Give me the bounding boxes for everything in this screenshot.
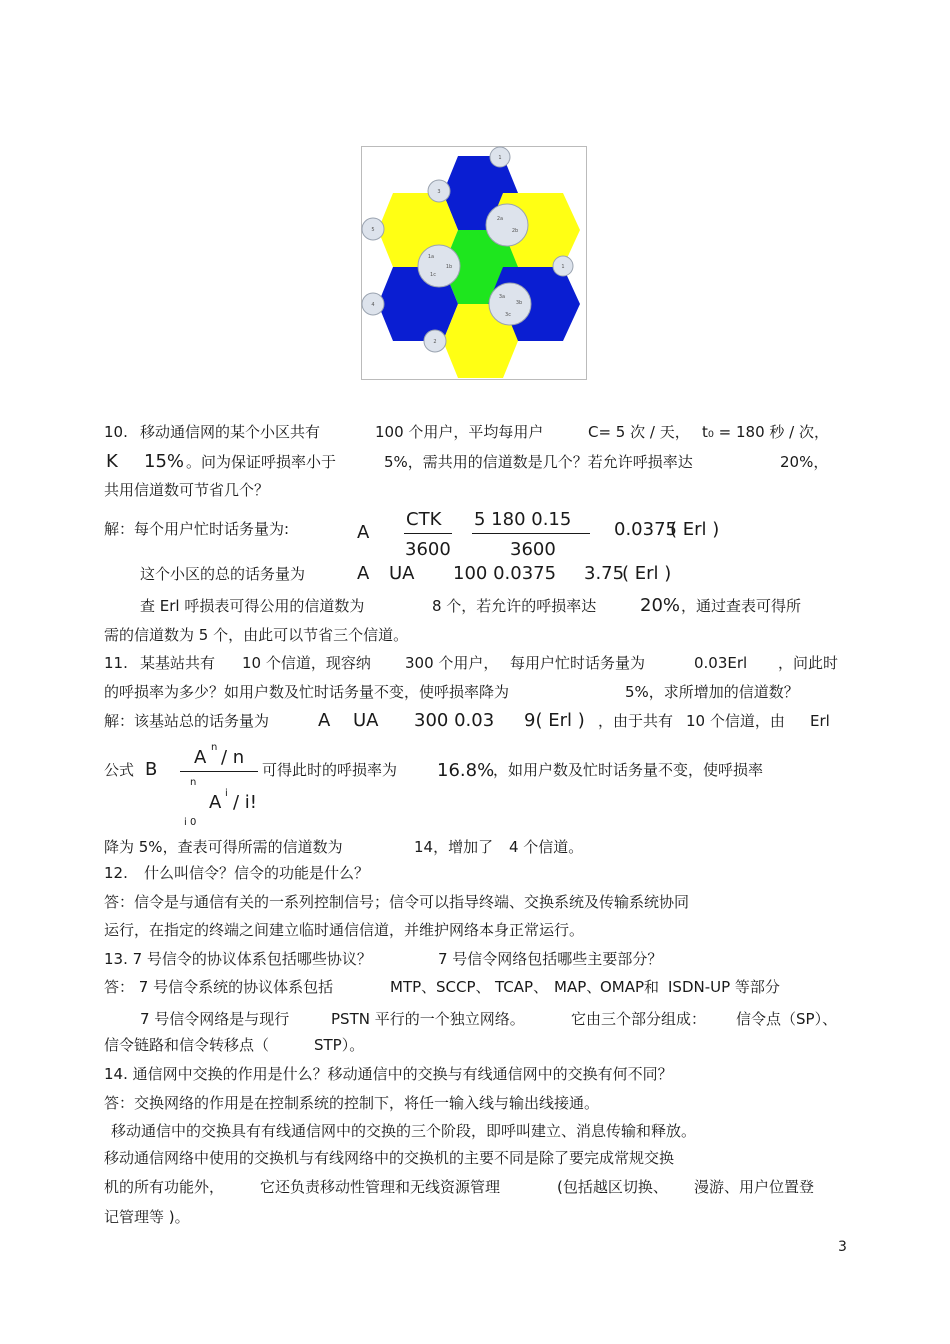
protocol-item: ISDN-UP 等部分 [668,978,780,996]
q11-rate: 16.8% [437,760,495,781]
q11-formula-lead: 公式 [104,761,135,779]
q11-text: 可得此时的呼损率为 [262,761,398,779]
q13-answer: STP）。 [314,1036,365,1054]
sum-lower: i 0 [184,817,197,828]
circle-label: 1a [427,254,435,260]
circle-label: 3c [505,312,511,318]
circle-label: 3 [437,189,441,195]
q14-answer: 移动通信网络中使用的交换机与有线网络中的交换机的主要不同是除了要完成常规交换 [104,1149,675,1167]
q10-K-value: 15% [144,451,185,472]
q12-question: 什么叫信令？信令的功能是什么？ [144,864,370,882]
q10-text: 共用信道数可节省几个？ [104,481,270,499]
circle-label: 1c [430,272,436,278]
q10-text: C= 5 次 / 天， [588,423,690,441]
formula-result: 0.0375 [614,519,677,540]
formula-den: 3600 [405,539,451,560]
q14-question: 14. 通信网中交换的作用是什么？移动通信中的交换与有线通信网中的交换有何不同？ [104,1065,673,1083]
protocol-item: OMAP和 [600,978,660,996]
q11-text: ，如用户数及忙时话务量不变，使呼损率 [493,761,764,779]
protocol-item: SCCP、 [436,978,491,996]
q13-answer: PSTN 平行的一个独立网络。 [331,1010,525,1028]
protocol-item: TCAP、 [495,978,549,996]
q13-question: 7 号信令网络包括哪些主要部分？ [438,950,663,968]
q13-answer: 信令链路和信令转移点（ [104,1036,270,1054]
erlang-B: B [145,759,158,780]
cell-cluster-figure [361,146,587,380]
circle-label: 3b [515,300,523,306]
q11-text: 0.03Erl [694,654,748,672]
q12-answer: 答：信令是与通信有关的一系列控制信号；信令可以指导终端、交换系统及传输系统协同 [104,893,690,911]
q10-number: 10. [104,423,128,441]
q10-text: 20%， [780,453,829,471]
q11-text: 10 个信道，现容纳 [242,654,371,672]
formula-part: UA [389,563,415,584]
formula-part: UA [353,710,379,731]
q14-answer: 它还负责移动性管理和无线资源管理 [260,1178,501,1196]
q13-question: 13. 7 号信令的协议体系包括哪些协议？ [104,950,372,968]
formula-part: 300 0.03 [414,710,495,731]
q11-text: 每用户忙时话务量为 [510,654,646,672]
q10-text: 100 个用户，平均每用户 [375,423,544,441]
q10-text: 。问为保证呼损率小于 [186,453,337,471]
formula-ctk: CTK [406,509,442,530]
fraction-bar [180,771,258,772]
q13-answer: 7 号信令网络是与现行 [140,1010,290,1028]
circle-label: 2 [433,339,437,345]
q13-answer: 信令点（SP）、 [736,1010,838,1028]
q10-text: 需的信道数为 5 个，由此可以节省三个信道。 [104,626,409,644]
erlang-den-tail: / i! [233,792,258,813]
q11-text: 降为 5%，查表可得所需的信道数为 [104,838,343,856]
fraction-bar [472,533,590,534]
circle-label: 1 [561,264,565,270]
circle-label: 2a [496,216,504,222]
erlang-den-sup: i [225,788,228,799]
q11-text: 4 个信道。 [509,838,584,856]
q11-text: 10 个信道，由 [686,712,785,730]
formula-A: A [357,522,370,543]
page-number: 3 [838,1239,847,1255]
formula-part: A [357,563,370,584]
formula-num: 5 180 0.15 [474,509,572,530]
q14-answer: 记管理等 )。 [104,1208,190,1226]
fraction-bar [404,533,452,534]
formula-part: 3.75 [584,563,625,584]
q10-rate: 20% [640,595,681,616]
circle-label: 1b [445,264,453,270]
circle-label: 1 [498,155,502,161]
q10-text: 8 个，若允许的呼损率达 [432,597,597,615]
erlang-num: A [194,747,207,768]
q11-text: 的呼损率为多少？如用户数及忙时话务量不变，使呼损率降为 [104,683,510,701]
q10-text: 5%，需共用的信道数是几个？若允许呼损率达 [384,453,693,471]
formula-part: ( Erl ) [622,563,672,584]
q11-text: Erl [810,712,830,730]
q11-solution-lead: 解：该基站总的话务量为 [104,712,270,730]
q10-text: 移动通信网的某个小区共有 [140,423,321,441]
q12-number: 12. [104,864,128,882]
circle-label: 5 [371,227,375,233]
formula-part: A [318,710,331,731]
q10-solution-lead: 解：每个用户忙时话务量为: [104,520,290,538]
q13-answer: 答： 7 号信令系统的协议体系包括 [104,978,334,996]
q10-text: 查 Erl 呼损表可得公用的信道数为 [140,597,365,615]
circle-label: 2b [511,228,519,234]
q10-total-lead: 这个小区的总的话务量为 [140,565,306,583]
formula-unit: ( Erl ) [670,519,720,540]
q12-answer: 运行，在指定的终端之间建立临时通信信道，并维护网络本身正常运行。 [104,921,585,939]
q11-text: 300 个用户， [405,654,499,672]
q14-answer: (包括越区切换、 [557,1178,668,1196]
protocol-item: MAP、 [554,978,602,996]
q13-answer: 它由三个部分组成： [571,1010,707,1028]
formula-part: 9( Erl ) [524,710,585,731]
q11-text: 某基站共有 [140,654,216,672]
q14-answer: 漫游、用户位置登 [694,1178,815,1196]
q11-text: ，由于共有 [598,712,674,730]
q10-text: ，通过查表可得所 [681,597,802,615]
q11-text: ，问此时 [778,654,839,672]
q14-answer: 机的所有功能外， [104,1178,225,1196]
q11-text: 5%，求所增加的信道数？ [625,683,799,701]
q14-answer: 答：交换网络的作用是在控制系统的控制下，将任一输入线与输出线接通。 [104,1094,600,1112]
formula-part: 100 0.0375 [453,563,557,584]
q11-number: 11. [104,654,128,672]
protocol-item: MTP、 [390,978,437,996]
erlang-den: A [209,792,222,813]
erlang-num-sup: n [211,742,218,753]
sum-upper: n [190,777,197,788]
q10-K: K [106,451,118,472]
circle-label: 3a [498,294,506,300]
circle-label: 4 [371,302,375,308]
q10-text: t₀ = 180 秒 / 次， [702,423,829,441]
formula-den: 3600 [510,539,556,560]
q14-answer: 移动通信中的交换具有有线通信网中的交换的三个阶段，即呼叫建立、消息传输和释放。 [111,1122,697,1140]
erlang-num-tail: / n [221,747,245,768]
q11-text: 14，增加了 [414,838,494,856]
